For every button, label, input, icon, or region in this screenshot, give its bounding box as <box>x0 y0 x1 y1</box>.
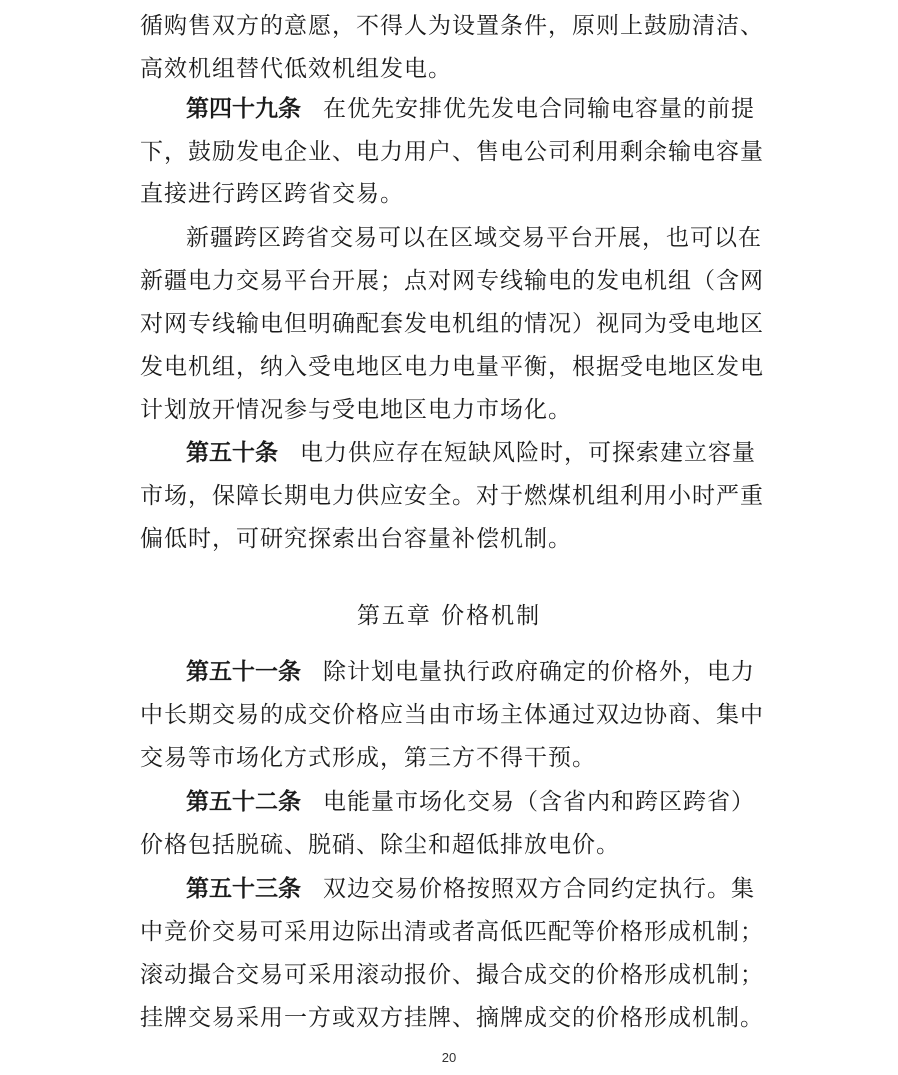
paragraph-line <box>140 736 770 780</box>
line-text: 偏低时，可研究探索出台容量补偿机制。 <box>140 526 572 552</box>
line-text: 新疆电力交易平台开展；点对网专线输电的发电机组（含网 <box>140 268 764 294</box>
chapter-heading: 第五章 价格机制 <box>356 603 542 629</box>
paragraph-line <box>140 823 770 867</box>
article-first-line <box>186 87 770 131</box>
article-first-line <box>186 650 770 694</box>
paragraph-line <box>140 910 770 954</box>
paragraph-line <box>140 517 770 561</box>
line-text: 市场，保障长期电力供应安全。对于燃煤机组利用小时严重 <box>140 483 764 509</box>
line-text: 直接进行跨区跨省交易。 <box>140 181 404 207</box>
line-text: 计划放开情况参与受电地区电力市场化。 <box>140 397 572 423</box>
paragraph-line <box>140 172 770 216</box>
line-text: 新疆跨区跨省交易可以在区域交易平台开展，也可以在 <box>186 225 762 251</box>
line-text: 挂牌交易采用一方或双方挂牌、摘牌成交的价格形成机制。 <box>140 1005 764 1031</box>
article-heading: 第五十三条 <box>186 876 301 902</box>
line-text: 对网专线输电但明确配套发电机组的情况）视同为受电地区 <box>140 311 764 337</box>
article-first-line <box>186 431 770 475</box>
paragraph-line <box>140 345 770 389</box>
line-text: 下，鼓励发电企业、电力用户、售电公司利用剩余输电容量 <box>140 139 764 165</box>
paragraph-line <box>140 130 770 174</box>
line-text: 电力供应存在短缺风险时，可探索建立容量 <box>300 440 756 466</box>
line-text: 价格包括脱硫、脱硝、除尘和超低排放电价。 <box>140 832 620 858</box>
article-heading: 第五十二条 <box>186 789 301 815</box>
paragraph-line <box>140 4 770 48</box>
line-text: 滚动撮合交易可采用滚动报价、撮合成交的价格形成机制； <box>140 962 764 988</box>
paragraph-line <box>140 693 770 737</box>
paragraph-line <box>140 302 770 346</box>
paragraph-line <box>140 953 770 997</box>
line-text: 交易等市场化方式形成，第三方不得干预。 <box>140 745 596 771</box>
paragraph-line <box>186 216 770 260</box>
page-number: 20 <box>441 1050 457 1065</box>
line-text: 中竞价交易可采用边际出清或者高低匹配等价格形成机制； <box>140 919 764 945</box>
line-text: 双边交易价格按照双方合同约定执行。集 <box>323 876 755 902</box>
line-text: 中长期交易的成交价格应当由市场主体通过双边协商、集中 <box>140 702 764 728</box>
article-heading: 第五十条 <box>186 440 278 466</box>
line-text: 发电机组，纳入受电地区电力电量平衡，根据受电地区发电 <box>140 354 764 380</box>
article-heading: 第五十一条 <box>186 659 301 685</box>
line-text: 电能量市场化交易（含省内和跨区跨省） <box>323 789 755 815</box>
line-text: 除计划电量执行政府确定的价格外，电力 <box>323 659 755 685</box>
paragraph-line <box>140 474 770 518</box>
paragraph-line <box>140 996 770 1040</box>
line-text: 在优先安排优先发电合同输电容量的前提 <box>323 96 755 122</box>
paragraph-line <box>140 259 770 303</box>
line-text: 高效机组替代低效机组发电。 <box>140 56 452 82</box>
article-first-line <box>186 867 770 911</box>
paragraph-line <box>140 388 770 432</box>
line-text: 循购售双方的意愿，不得人为设置条件，原则上鼓励清洁、 <box>140 13 764 39</box>
article-first-line <box>186 780 770 824</box>
article-heading: 第四十九条 <box>186 96 301 122</box>
paragraph-line <box>140 47 770 91</box>
